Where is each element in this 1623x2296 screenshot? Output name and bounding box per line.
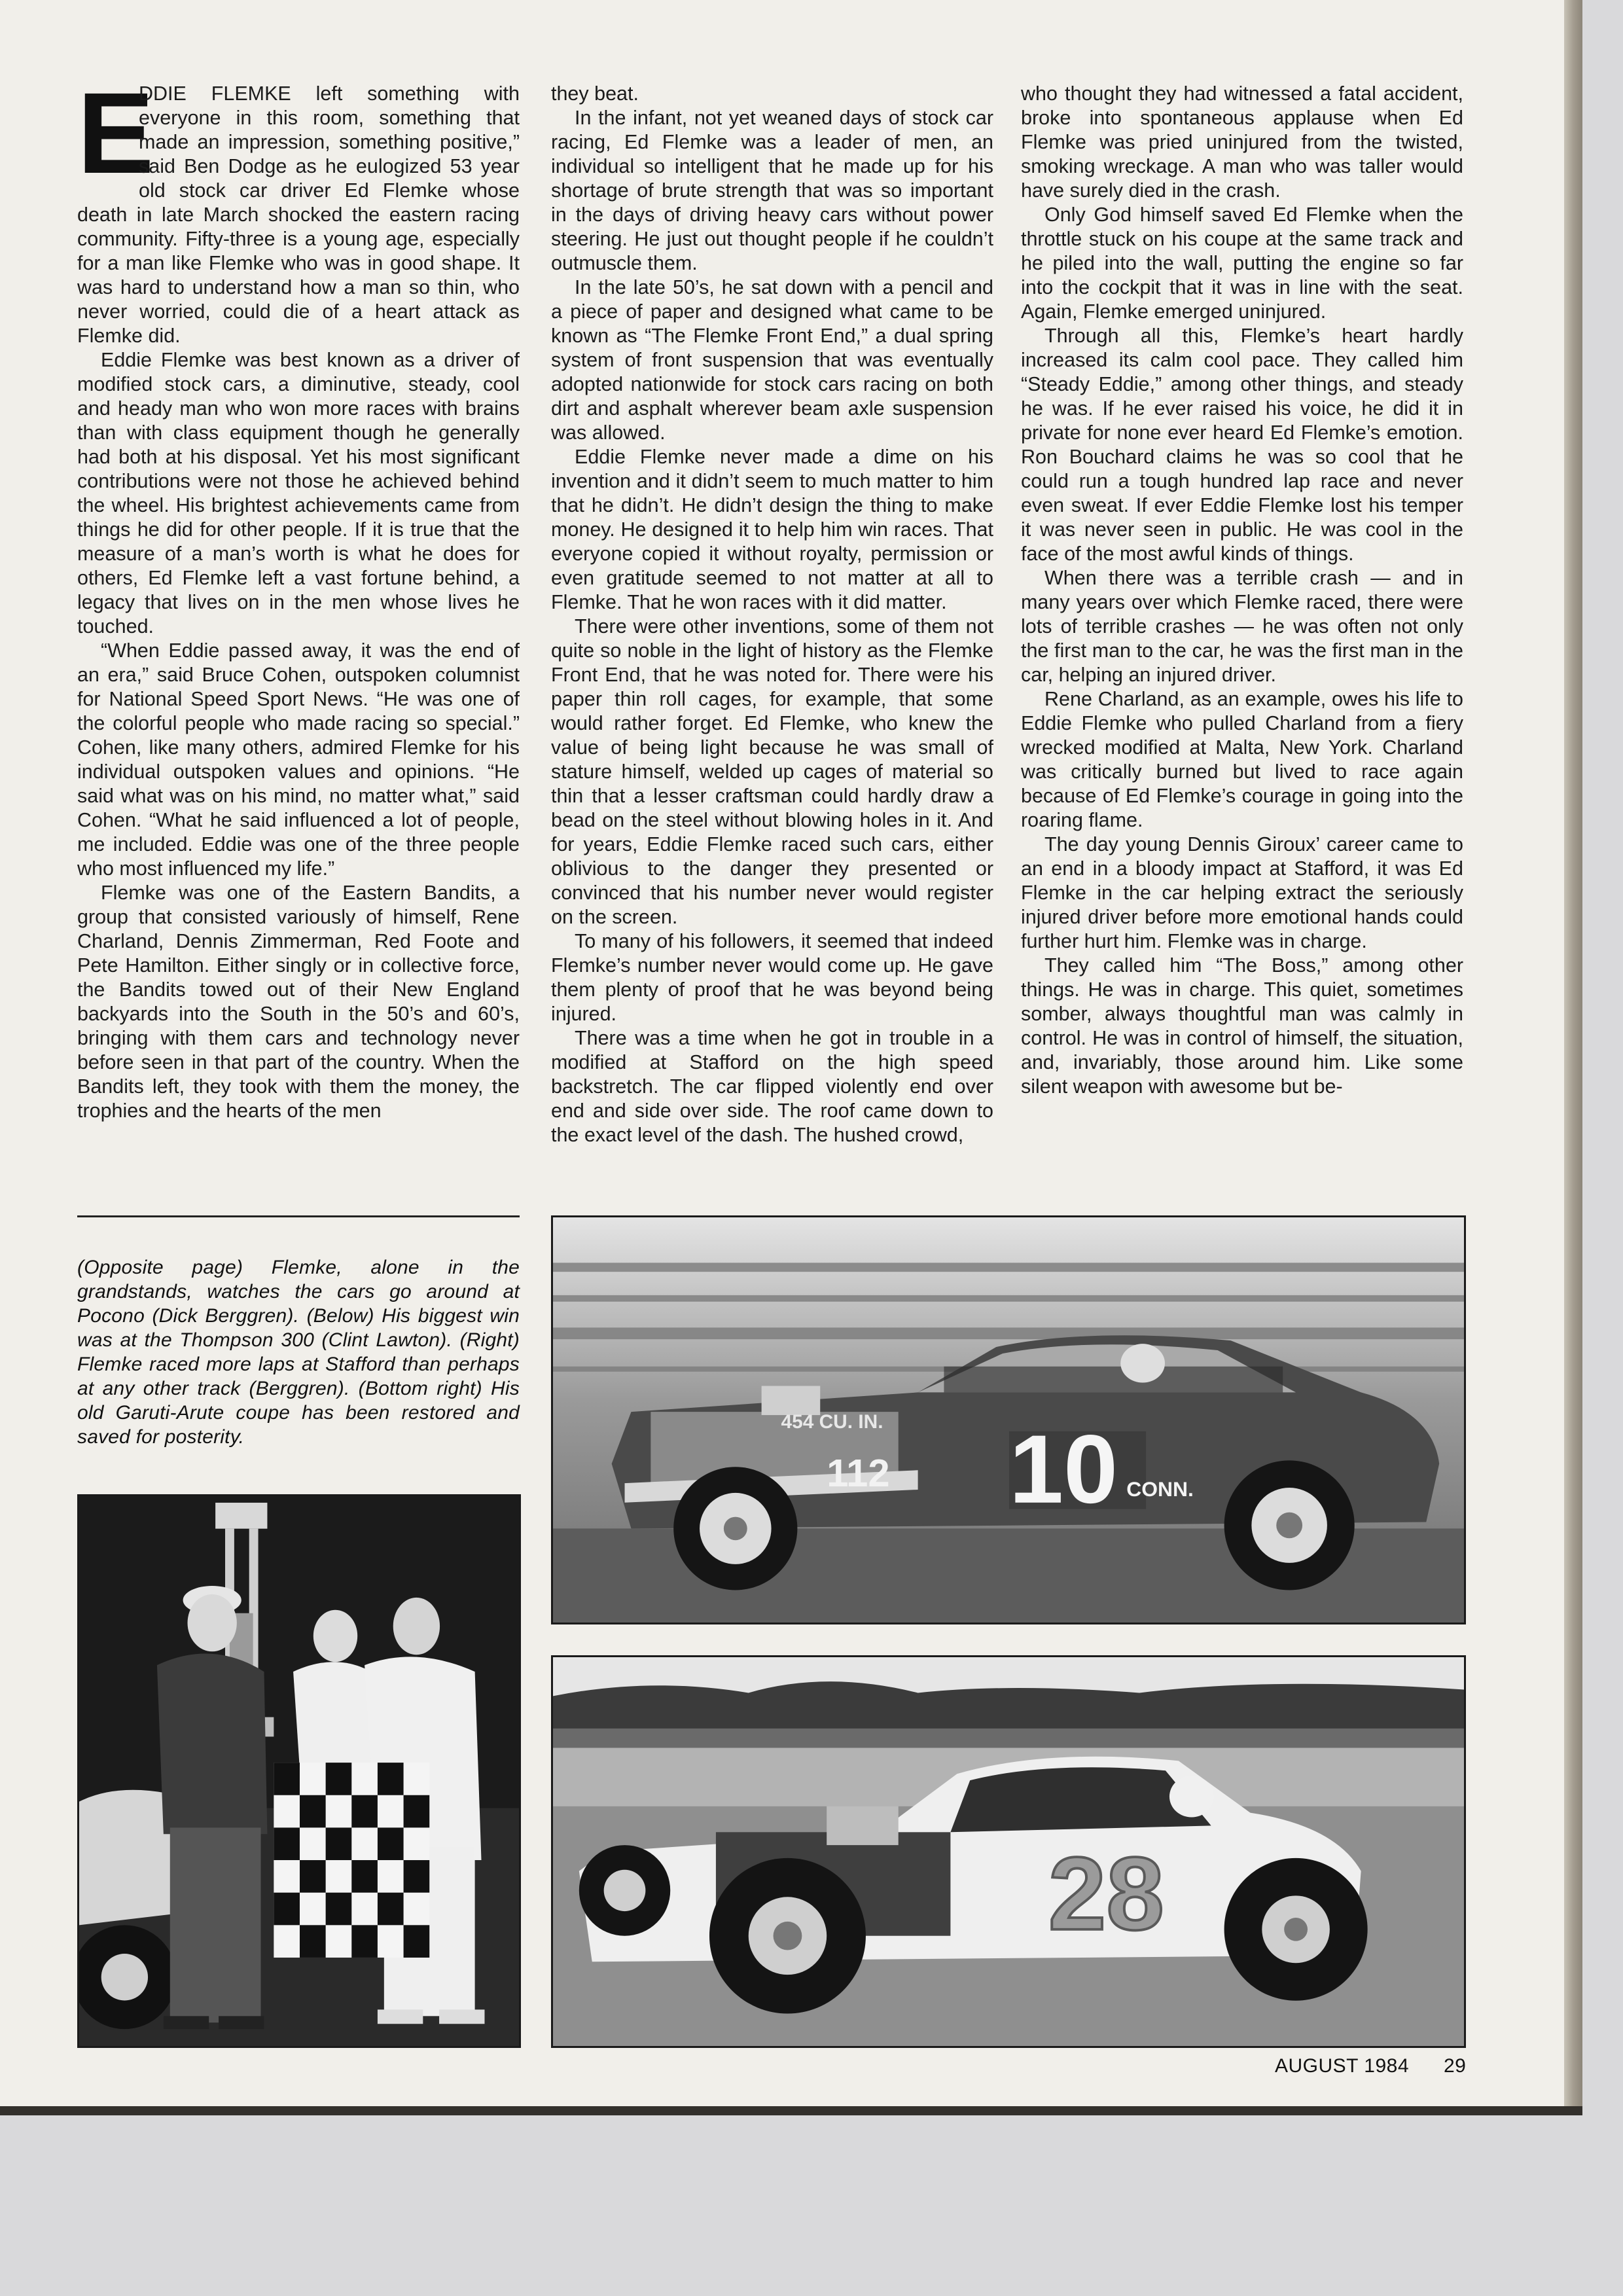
article-paragraph: When there was a terrible crash — and in many years over which Flemke raced, there were lots of terrible crashes — he was often not only the first man to the car, he was the first man in the car, helping an injured driver. (1021, 567, 1463, 686)
article-column-2 (551, 82, 993, 1178)
car-28-coupe-photo (551, 1655, 1466, 2048)
car-10-state: CONN. (1126, 1477, 1194, 1501)
article-paragraph: There were other inventions, some of them not quite so noble in the light of history as the Flemke Front End, that he was noted for. There were his paper thin roll cages, for example, that some would rather forget. Ed Flemke, who knew the value of being light because he was small of stature himself, welded up cages of material so thin that a lesser craftsman could hardly draw a bead on the steel without blowing holes in it. And for years, Eddie Flemke raced such cars, either oblivious to the danger they presented or convinced that his number never would register on the screen. (551, 615, 993, 928)
car-28-number: 28 (1048, 1835, 1164, 1952)
article-paragraph (77, 82, 520, 348)
issue-date: AUGUST 1984 (1275, 2055, 1410, 2077)
article-paragraph: There was a time when he got in trouble in a modified at Stafford on the high speed backstretch. The car flipped violently end over end and side over side. The roof came down to the exact level of the dash. The hushed crowd, (551, 1027, 993, 1146)
article-paragraph: Rene Charland, as an example, owes his life to Eddie Flemke who pulled Charland from a fiery wrecked modified at Malta, New York. Charland was critically burned but lived to race again because of Ed Flemke’s courage in going into the roaring flame. (1021, 688, 1463, 831)
article-paragraph: who thought they had witnessed a fatal accident, broke into spontaneous applause when Ed Flemke was pried uninjured from the twisted, smoking wreckage. A man who was taller would have surely died in the crash. (1021, 82, 1463, 202)
article-paragraph: Eddie Flemke was best known as a driver of modified stock cars, a diminutive, steady, cool and heady man who won more races with brains than with class equipment though he generally had both at his disposal. Yet his most significant contributions were not those he achieved behind the wheel. His brightest achievements came from things he did for other people. If it is true that the measure of a man’s worth is what he does for others, Ed Flemke left a vast fortune behind, a legacy that lives on in the men whose lives he touched. (77, 349, 520, 637)
article-column-3 (1021, 82, 1463, 1178)
car-10-illustration (553, 1217, 1464, 1623)
article-paragraph: “When Eddie passed away, it was the end of an era,” said Bruce Cohen, outspoken columnist for National Speed Sport News. “He was one of the colorful people who made racing so special.” Cohen, like many others, admired Flemke for his individual outspoken values and opinions. “He said what was on his mind, no matter what,” said Cohen. “What he said influenced a lot of people, me included. Eddie was one of the three people who most influenced my life.” (77, 639, 520, 880)
article-paragraph: In the late 50’s, he sat down with a pencil and a piece of paper and designed what came to be known as “The Flemke Front End,” a dual spring system of front suspension that was eventually adopted nationwide for stock cars racing on both dirt and asphalt wherever beam axle suspension was allowed. (551, 276, 993, 444)
article-paragraph: Through all this, Flemke’s heart hardly increased its calm cool pace. They called him “Steady Eddie,” among other things, and steady he was. If he ever raised his voice, he did it in private for none ever heard Ed Flemke’s emotion. Ron Bouchard claims he was so cool that he could run a tough hundred lap race and never even sweat. If ever Eddie Flemke lost his temper it was never seen in public. He was cool in the face of the most awful kinds of things. (1021, 325, 1463, 565)
car-10-engine-label: 454 CU. IN. (781, 1410, 883, 1433)
article-paragraph: they beat. (551, 82, 639, 105)
page-bottom-shadow (0, 2106, 1582, 2115)
car-28-illustration (553, 1657, 1464, 2046)
article-paragraph: In the infant, not yet weaned days of stock car racing, Ed Flemke was a leader of men, an individual so intelligent that he made up for his shortage of brute strength that was so important in the days of driving heavy cars without power steering. He just out thought people if he couldn’t outmuscle them. (551, 107, 993, 274)
drop-cap: E (77, 82, 154, 198)
page-spine-edge (1564, 0, 1582, 2114)
lead-paragraph-text: DDIE FLEMKE left something with everyone in this room, something that made an impression, something positive,” said Ben Dodge as he eulogized 53 year old stock car driver Ed Flemke whose death in late March shocked the eastern racing community. Fifty-three is a young age, especially for a man like Flemke who was in good shape. It was hard to understand how a man so thin, who never worried, could die of a heart attack as Flemke did. (77, 82, 520, 347)
article-paragraph: Eddie Flemke never made a dime on his invention and it didn’t seem to much matter to him that he didn’t. He didn’t design the thing to make money. He designed it to help him win races. That everyone copied it without royalty, permission or even gratitude seemed to not matter at all to Flemke. That he won races with it did matter. (551, 446, 993, 613)
trophy-presentation-photo (77, 1494, 521, 2048)
article-paragraph: To many of his followers, it seemed that indeed Flemke’s number never would come up. He gave them plenty of proof that he was beyond being injured. (551, 930, 993, 1025)
photo-caption: (Opposite page) Flemke, alone in the grandstands, watches the cars go around at Pocono (Dick Berggren). (Below) His biggest win was at the Thompson 300 (Clint Lawton). (Right) Flemke raced more laps at Stafford than perhaps at any other track (Berggren). (Bottom right) His old Garuti-Arute coupe has been restored and saved for posterity. (77, 1257, 520, 1448)
page-number: 29 (1444, 2055, 1467, 2077)
article-paragraph: Flemke was one of the Eastern Bandits, a group that consisted variously of himself, Rene Charland, Dennis Zimmerman, Red Foote and Pete Hamilton. Either singly or in collective force, the Bandits towed out of their New England backyards into the South in the 50’s and 60’s, bringing with them cars and technology never before seen in that part of the country. When the Bandits left, they took with them the money, the trophies and the hearts of the men (77, 882, 520, 1122)
article-paragraph: They called him “The Boss,” among other things. He was in charge. This quiet, sometimes somber, always thoughtful man was calmly in control. He was in control of himself, the situation, and, invariably, those around him. Like some silent weapon with awesome but be- (1021, 954, 1463, 1098)
car-10-number: 10 (1008, 1414, 1118, 1524)
car-10-front-number: 112 (827, 1451, 890, 1495)
trophy-photo-illustration (79, 1496, 519, 2046)
article-paragraph: Only God himself saved Ed Flemke when the throttle stuck on his coupe at the same track and he piled into the wall, putting the engine so far into the cockpit that it was in line with the seat. Again, Flemke emerged uninjured. (1021, 204, 1463, 323)
car-10-photo (551, 1215, 1466, 1624)
article-paragraph: The day young Dennis Giroux’ career came to an end in a bloody impact at Stafford, it was Ed Flemke in the car helping extract the seriously injured driver before more emotional hands could further hurt him. Flemke was in charge. (1021, 833, 1463, 952)
caption-rule (77, 1215, 520, 1217)
article-column-1 (77, 82, 520, 1178)
